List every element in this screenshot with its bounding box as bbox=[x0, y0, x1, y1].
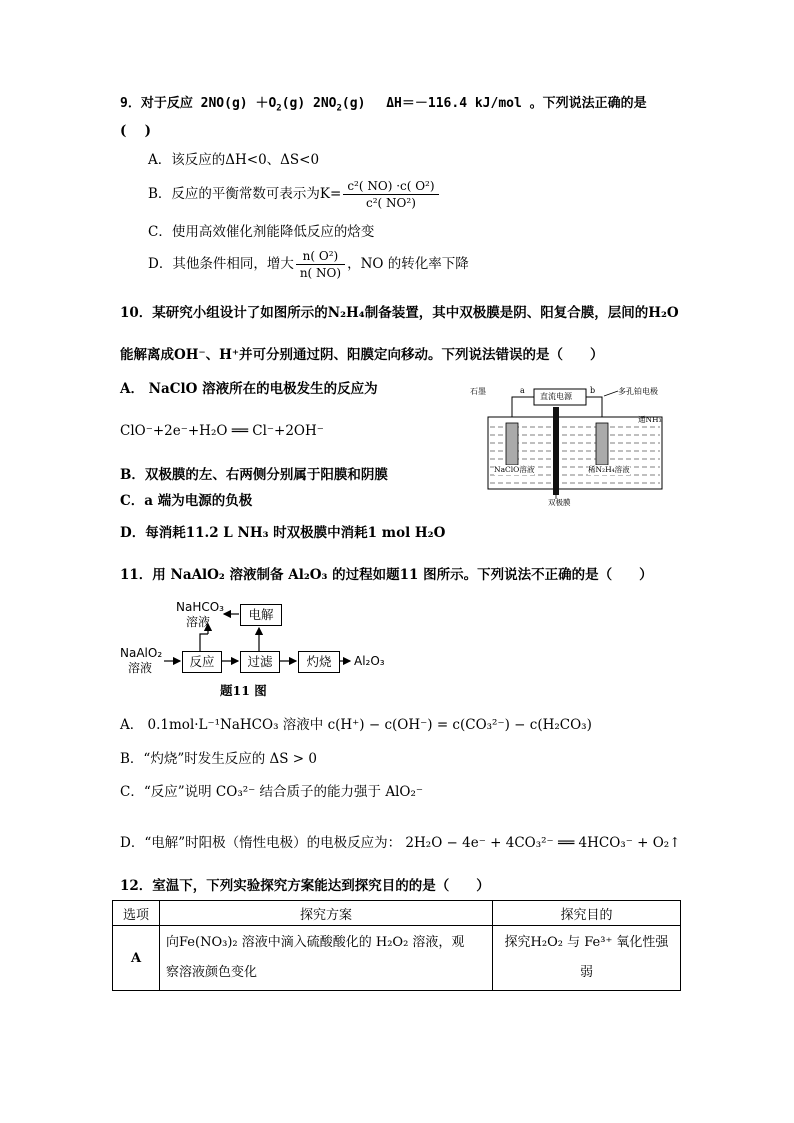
row-a-plan-line1: 向Fe(NO₃)₂ 溶液中滴入硫酸酸化的 H₂O₂ 溶液，观 bbox=[166, 935, 465, 950]
q11-option-d: D．“电解”时阳极（惰性电极）的电极反应为： 2H₂O − 4e⁻ + 4CO₃²⁻ ══ 4HCO₃⁻ + O₂↑ bbox=[120, 835, 681, 851]
hydrazine-solution-label: 稀N₂H₄溶液 bbox=[588, 465, 630, 474]
q11-option-c: C．“反应”说明 CO₃²⁻ 结合质子的能力强于 AlO₂⁻ bbox=[120, 784, 424, 800]
q10-option-a-equation: ClO⁻+2e⁻+H₂O ══ Cl⁻+2OH⁻ bbox=[120, 423, 324, 439]
equilibrium-constant-fraction: $\frac{\text{c²( NO) ·c( O²)}}{\text{c²( NO²)}}$ bbox=[343, 178, 438, 211]
power-supply-label: 直流电源 bbox=[540, 392, 572, 401]
q9-answer-paren: ( ) bbox=[120, 123, 151, 139]
row-a-plan bbox=[160, 926, 493, 991]
q10-option-a: A． NaClO 溶液所在的电极发生的反应为 bbox=[120, 381, 378, 397]
q11-option-a: A． 0.1mol·L⁻¹NaHCO₃ 溶液中 c(H⁺) − c(OH⁻) = c(CO₃²⁻) − c(H₂CO₃) bbox=[120, 717, 592, 733]
electrolysis-apparatus-figure bbox=[468, 383, 678, 509]
naclo-solution-label: NaClO溶液 bbox=[494, 465, 535, 474]
row-a-option: A bbox=[113, 926, 160, 991]
terminal-a-label: a bbox=[520, 386, 525, 395]
q10-option-d: D．每消耗11.2 L NH₃ 时双极膜中消耗1 mol H₂O bbox=[120, 525, 446, 541]
row-a-goal bbox=[493, 926, 681, 991]
apparatus-diagram bbox=[468, 383, 678, 509]
naalo2-solution-label: 溶液 bbox=[128, 661, 153, 675]
q10-option-c: C．a 端为电源的负极 bbox=[120, 493, 253, 509]
q12-stem: 12．室温下，下列实验探究方案能达到探究目的的是（ ） bbox=[120, 878, 490, 894]
table-row bbox=[113, 926, 681, 991]
experiment-table bbox=[112, 900, 681, 991]
naalo2-label: NaAlO₂ bbox=[120, 646, 163, 660]
q10-stem-line1: 10．某研究小组设计了如图所示的N₂H₄制备装置，其中双极膜是阴、阳复合膜，层间的H₂O bbox=[120, 305, 679, 321]
nh3-inlet-label: 通NH₃ bbox=[638, 415, 662, 424]
ratio-fraction: $\frac{\text{n( O²)}}{n( NO)}$ bbox=[296, 248, 345, 281]
q10-stem-line2: 能解离成OH⁻、H⁺并可分别通过阴、阳膜定向移动。下列说法错误的是（ ） bbox=[120, 347, 604, 363]
nahco3-solution-label: 溶液 bbox=[186, 615, 211, 629]
row-a-plan-line2: 察溶液颜色变化 bbox=[166, 965, 258, 980]
graphite-label: 石墨 bbox=[470, 387, 486, 396]
process-flow-figure bbox=[118, 598, 398, 702]
bipolar-membrane-label: 双极膜 bbox=[548, 498, 571, 507]
reaction-box: 反应 bbox=[182, 651, 222, 673]
header-plan: 探究方案 bbox=[160, 901, 493, 926]
filtration-box: 过滤 bbox=[240, 651, 280, 673]
q9-option-d: D．其他条件相同，增大 $\frac{\text{n( O²)}}{n( NO)}$ ，NO 的转化率下降 bbox=[148, 249, 469, 280]
q9-option-c: C．使用高效催化剂能降低反应的焓变 bbox=[148, 224, 375, 240]
q9-stem: 9．对于反应 $2NO(g) +O_2(g)$ $2NO_2(g)$ ΔH＝－116.4 kJ/mol 。下列说法正确的是 bbox=[120, 96, 647, 114]
table-header-row bbox=[113, 901, 681, 926]
q11-option-b: B．“灼烧”时发生反应的 ΔS > 0 bbox=[120, 751, 317, 767]
calcination-box: 灼烧 bbox=[298, 651, 340, 673]
nahco3-label: NaHCO₃ bbox=[176, 600, 224, 614]
header-option: 选项 bbox=[113, 901, 160, 926]
row-a-goal-line2: 弱 bbox=[579, 965, 593, 980]
al2o3-product-label: Al₂O₃ bbox=[354, 654, 385, 668]
terminal-b-label: b bbox=[590, 386, 596, 395]
porous-electrode-label: 多孔铂电极 bbox=[618, 387, 658, 396]
q9-option-a: A．该反应的ΔH<0、ΔS<0 bbox=[148, 152, 320, 168]
figure-11-caption: 题11 图 bbox=[220, 683, 267, 698]
electrolysis-box: 电解 bbox=[240, 604, 282, 626]
row-a-goal-line1: 探究H₂O₂ 与 Fe³⁺ 氧化性强 bbox=[504, 935, 669, 950]
q10-option-b: B．双极膜的左、右两侧分别属于阳膜和阴膜 bbox=[120, 467, 388, 483]
q11-stem: 11．用 NaAlO₂ 溶液制备 Al₂O₃ 的过程如题11 图所示。下列说法不正确的是（ ） bbox=[120, 567, 653, 583]
q9-option-b: B．反应的平衡常数可表示为K= $\frac{\text{c²( NO) ·c( O²)}}{\text{c²( NO²)}}$ bbox=[148, 178, 441, 211]
header-goal: 探究目的 bbox=[493, 901, 681, 926]
